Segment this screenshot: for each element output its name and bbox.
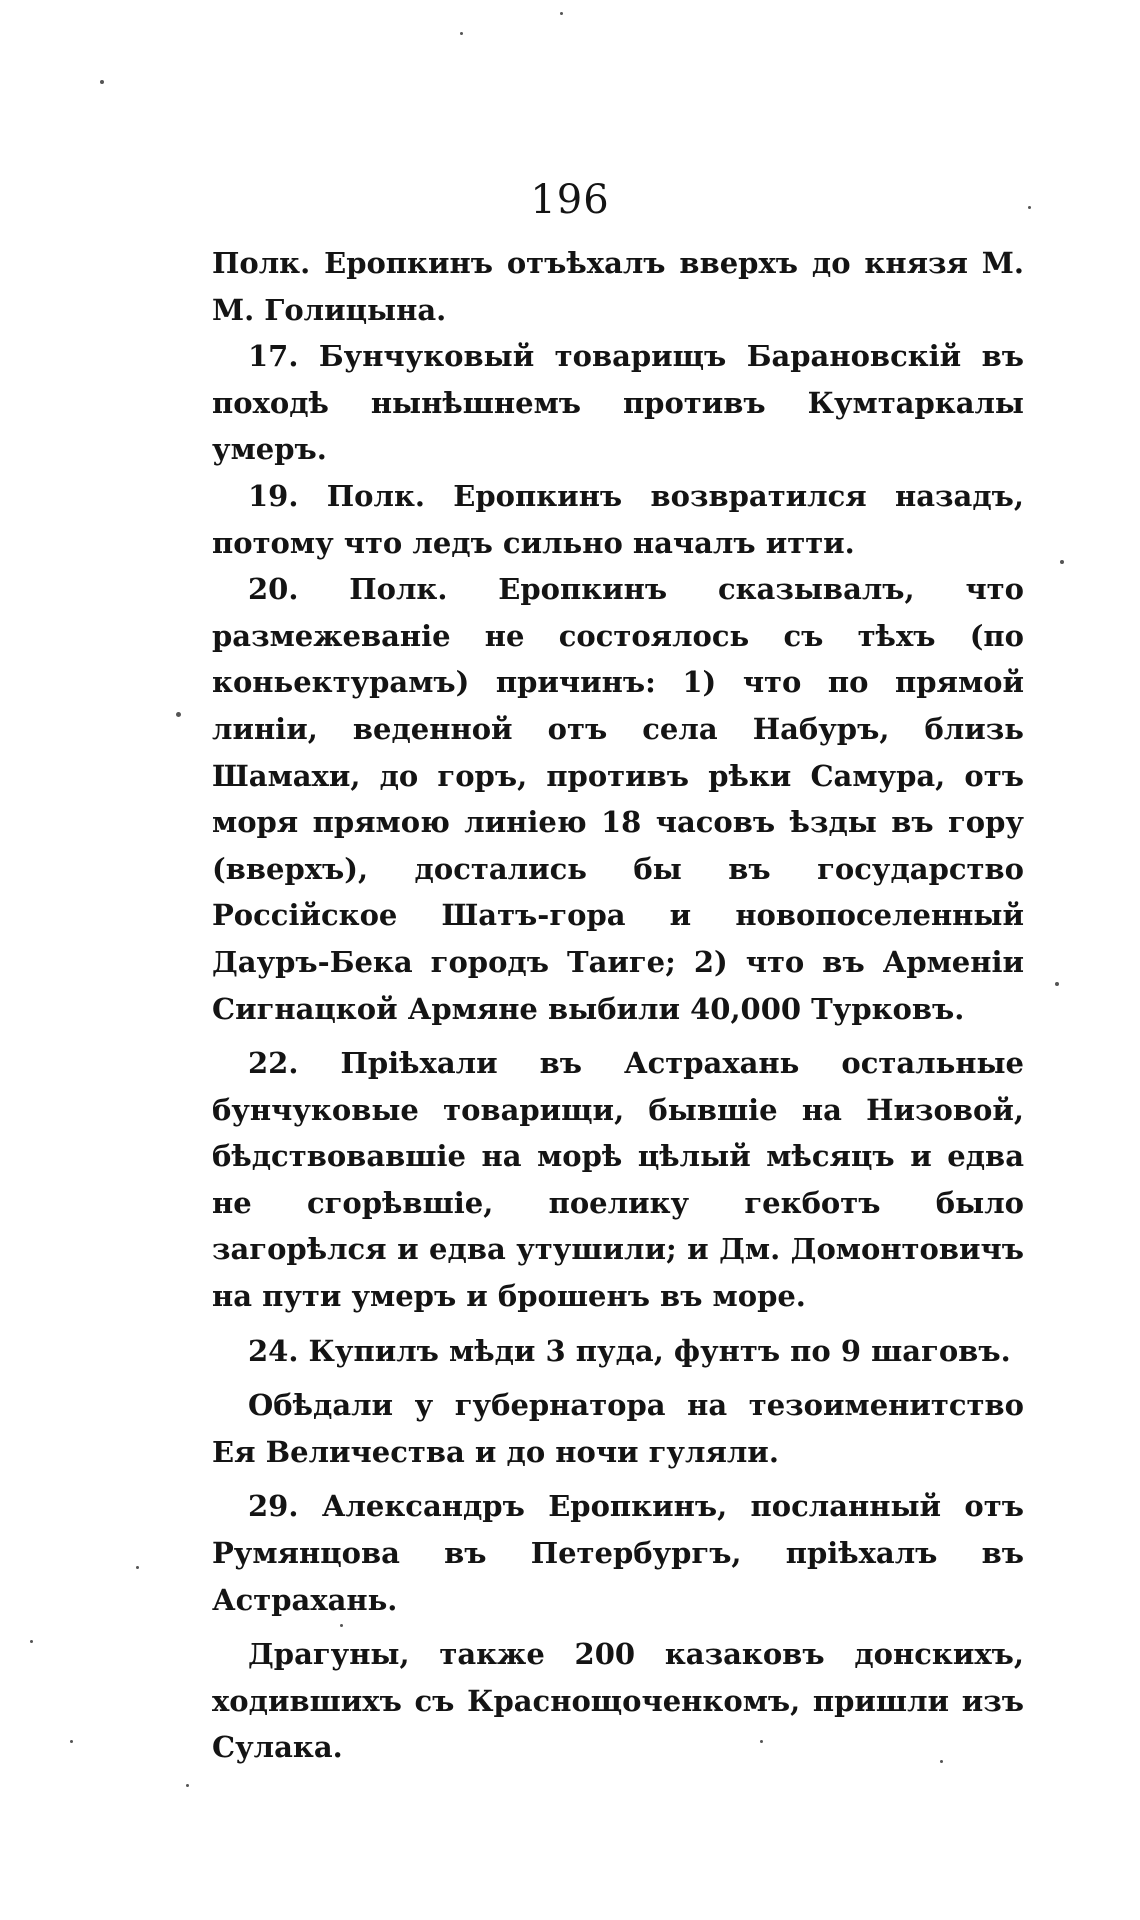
scan-speck bbox=[1055, 982, 1059, 986]
scan-speck bbox=[136, 1566, 139, 1569]
scan-speck bbox=[760, 1740, 763, 1743]
paragraph-5: 22. Пріѣхали въ Астрахань остальные бунчуковые товарищи, бывшіе на Низовой, бѣдствовавшіе на морѣ цѣлый мѣсяцъ и едва не сгорѣвшіе, поелику гекботъ было загорѣлся и едва утушили; и Дм. Домонтовичъ на пути умеръ и брошенъ въ море. bbox=[212, 1046, 1024, 1314]
paragraph-1: Полк. Еропкинъ отъѣхалъ вверхъ до князя М. М. Голицына. bbox=[212, 246, 1024, 327]
scan-speck bbox=[340, 1624, 343, 1627]
scan-speck bbox=[30, 1640, 33, 1643]
page-text bbox=[212, 240, 1024, 1771]
paragraph-3: 19. Полк. Еропкинъ возвратился назадъ, потому что ледъ сильно началъ итти. bbox=[212, 478, 1024, 560]
scan-speck bbox=[560, 12, 563, 15]
paragraph-8: 29. Александръ Еропкинъ, посланный отъ Румянцова въ Петербургъ, пріѣхалъ въ Астрахань. bbox=[212, 1489, 1024, 1617]
page-number: 196 bbox=[530, 177, 610, 223]
scan-speck bbox=[70, 1740, 73, 1743]
paragraph-7: Обѣдали у губернатора на тезоименитство Ея Величества и до ночи гуляли. bbox=[212, 1388, 1024, 1469]
paragraph-4: 20. Полк. Еропкинъ сказывалъ, что размежеваніе не состоялось съ тѣхъ (по коньектурамъ) причинъ: 1) что по прямой линіи, веденной отъ села Набуръ, близь Шамахи, до горъ, противъ рѣки Самура, отъ моря прямою линіею 18 часовъ ѣзды въ гору (вверхъ), достались бы въ государство Россійское Шатъ-гора и новопоселенный Дауръ-Бека городъ Таиге; 2) что въ Арменіи Сигнацкой Армяне выбили 40,000 Турковъ. bbox=[212, 572, 1024, 1026]
scan-speck bbox=[100, 80, 104, 84]
scan-speck bbox=[186, 1784, 189, 1787]
scan-speck bbox=[1028, 206, 1031, 209]
scan-speck bbox=[460, 32, 463, 35]
paragraph-2: 17. Бунчуковый товарищъ Барановскій въ походѣ нынѣшнемъ противъ Кумтаркалы умеръ. bbox=[212, 339, 1024, 467]
paragraph-6: 24. Купилъ мѣди 3 пуда, фунтъ по 9 шаговъ. bbox=[248, 1333, 1011, 1368]
scan-speck bbox=[176, 712, 181, 717]
scan-speck bbox=[940, 1760, 943, 1763]
scan-speck bbox=[1060, 560, 1064, 564]
paragraph-9: Драгуны, также 200 казаковъ донскихъ, ходившихъ съ Краснощоченкомъ, пришли изъ Сулака. bbox=[212, 1637, 1024, 1765]
